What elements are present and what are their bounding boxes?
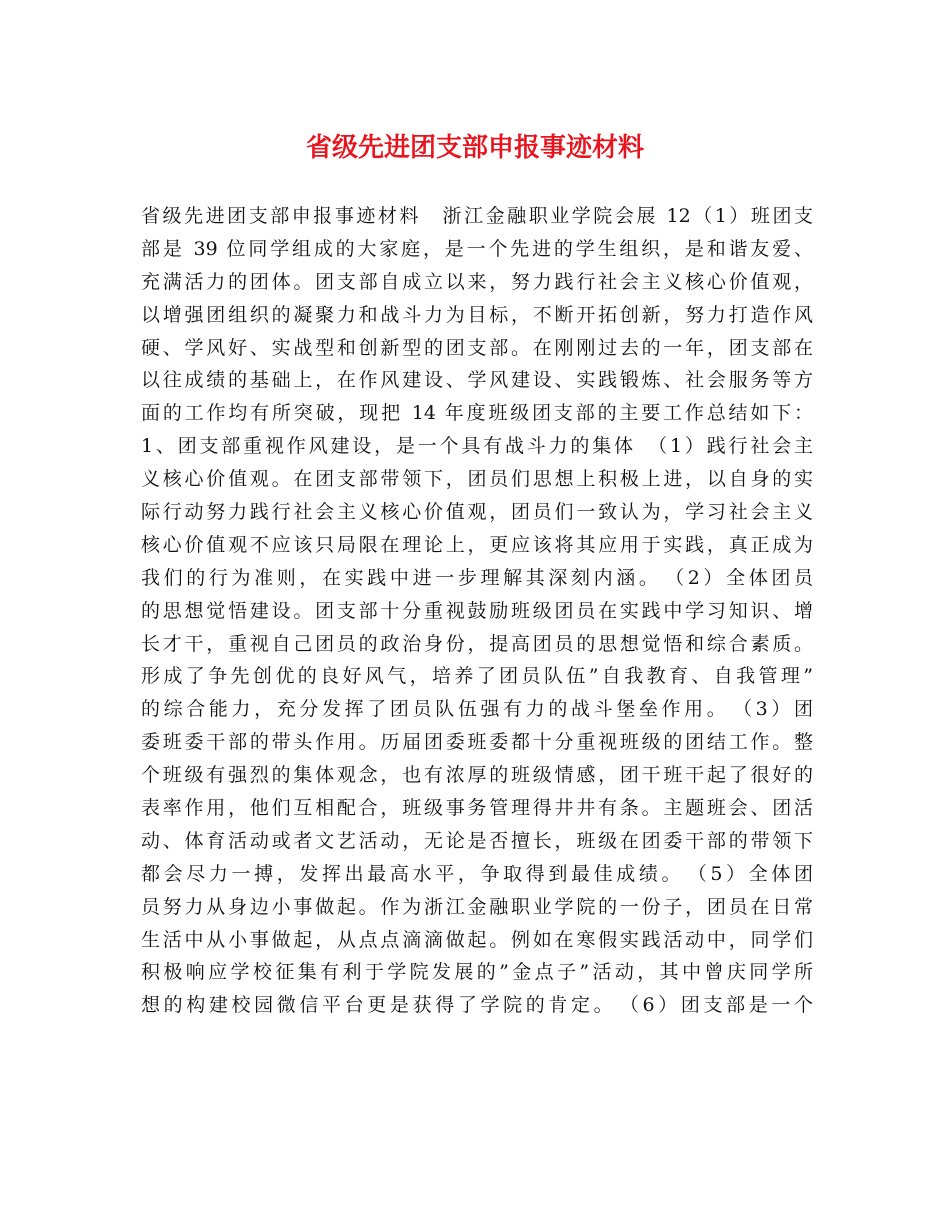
- body-line-22: 员努力从身边小事做起。作为浙江金融职业学院的一份子，团员在日常: [141, 895, 813, 918]
- body-line-25: 想的构建校园微信平台更是获得了学院的肯定。 （6）团支部是一个: [141, 994, 813, 1017]
- body-line-8: 1、团支部重视作风建设，是一个具有战斗力的集体 （1）践行社会主: [141, 435, 813, 458]
- body-line-3: 充满活力的团体。团支部自成立以来，努力践行社会主义核心价值观，: [141, 270, 813, 293]
- body-line-16: 的综合能力，充分发挥了团员队伍强有力的战斗堡垒作用。 （3）团: [141, 698, 813, 721]
- body-line-24: 积极响应学校征集有利于学院发展的”金点子”活动，其中曾庆同学所: [141, 961, 813, 984]
- body-line-9: 义核心价值观。在团支部带领下，团员们思想上积极上进，以自身的实: [141, 468, 813, 491]
- body-line-7: 面的工作均有所突破，现把 14 年度班级团支部的主要工作总结如下：: [141, 402, 813, 425]
- body-line-19: 表率作用，他们互相配合，班级事务管理得井井有条。主题班会、团活: [141, 797, 813, 820]
- body-line-5: 硬、学风好、实战型和创新型的团支部。在刚刚过去的一年，团支部在: [141, 336, 813, 359]
- document-title: 省级先进团支部申报事迹材料: [305, 133, 644, 163]
- body-line-4: 以增强团组织的凝聚力和战斗力为目标，不断开拓创新，努力打造作风: [141, 303, 813, 326]
- body-line-6: 以往成绩的基础上，在作风建设、学风建设、实践锻炼、社会服务等方: [141, 369, 813, 392]
- body-line-20: 动、体育活动或者文艺活动，无论是否擅长，班级在团委干部的带领下: [141, 829, 813, 852]
- body-line-23: 生活中从小事做起，从点点滴滴做起。例如在寒假实践活动中，同学们: [141, 928, 813, 951]
- body-line-10: 际行动努力践行社会主义核心价值观，团员们一致认为，学习社会主义: [141, 501, 813, 524]
- body-line-11: 核心价值观不应该只局限在理论上，更应该将其应用于实践，真正成为: [141, 533, 813, 556]
- body-line-2: 部是 39 位同学组成的大家庭，是一个先进的学生组织，是和谐友爱、: [141, 237, 813, 260]
- body-line-12: 我们的行为准则，在实践中进一步理解其深刻内涵。 （2）全体团员: [141, 566, 813, 589]
- body-line-17: 委班委干部的带头作用。历届团委班委都十分重视班级的团结工作。整: [141, 731, 813, 754]
- document-body: [141, 200, 813, 1022]
- body-line-13: 的思想觉悟建设。团支部十分重视鼓励班级团员在实践中学习知识、增: [141, 599, 813, 622]
- body-line-14: 长才干，重视自己团员的政治身份，提高团员的思想觉悟和综合素质。: [141, 632, 813, 655]
- body-line-15: 形成了争先创优的良好风气，培养了团员队伍”自我教育、自我管理”: [141, 665, 813, 688]
- body-line-1: 省级先进团支部申报事迹材料 浙江金融职业学院会展 12（1）班团支: [141, 205, 813, 227]
- body-line-21: 都会尽力一搏，发挥出最高水平，争取得到最佳成绩。 （5）全体团: [141, 862, 813, 885]
- body-line-18: 个班级有强烈的集体观念，也有浓厚的班级情感，团干班干起了很好的: [141, 764, 813, 787]
